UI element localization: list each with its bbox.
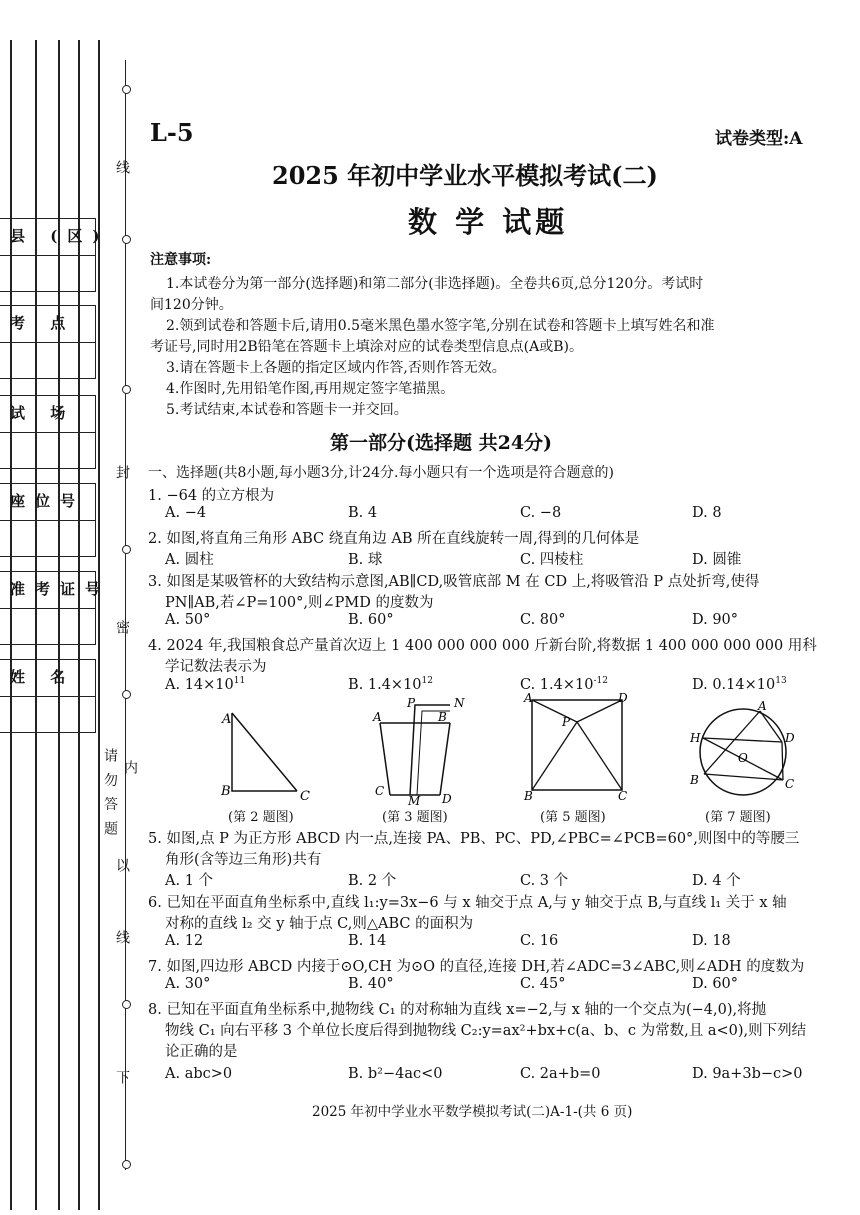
notice-item: 3.请在答题卡上各题的指定区域内作答,否则作答无效。: [166, 360, 506, 376]
q4-option: C. $1.4\times 10^{-12}$: [520, 676, 608, 693]
q5-stem: 角形(含等边三角形)共有: [165, 852, 322, 868]
field-exam-room: [0, 395, 96, 469]
q7-option: D. 60°: [692, 976, 739, 992]
fig-label: A: [758, 700, 767, 713]
fig-label: D: [442, 792, 452, 805]
q8-option: B. b²−4ac<0: [348, 1066, 443, 1082]
fig-label: P: [407, 696, 416, 710]
q4-stem: 4. 2024 年,我国粮食总产量首次迈上 1 400 000 000 000 斤新台阶,将数据 1 400 000 000 000 用科: [148, 638, 817, 654]
figure-q7: [688, 700, 798, 800]
q3-option: C. 80°: [520, 612, 566, 628]
seal-circle: [122, 235, 131, 244]
figure-q5: [520, 690, 632, 802]
q6-option: A. 12: [165, 933, 204, 949]
fig-label: N: [454, 696, 465, 710]
q8-option: C. 2a+b=0: [520, 1066, 601, 1082]
fig-label: B: [221, 784, 231, 799]
notice-item: 5.考试结束,本试卷和答题卡一并交回。: [166, 402, 408, 418]
q5-option: D. 4 个: [692, 873, 741, 889]
field-label: 座位号: [10, 492, 86, 510]
fig-label: D: [785, 731, 795, 745]
seal-char: 下: [114, 1070, 130, 1087]
fig-label: C: [785, 777, 795, 791]
q3-option: B. 60°: [348, 612, 394, 628]
figure-q2: [215, 705, 310, 800]
figure-q3: [370, 695, 470, 805]
seal-char: 线: [114, 930, 130, 947]
binding-line: [98, 40, 100, 1210]
q3-stem: 3. 如图是某吸管杯的大致结构示意图,AB∥CD,吸管底部 M 在 CD 上,将吸管沿 P 点处折弯,使得: [148, 574, 760, 590]
q2-option: D. 圆锥: [692, 552, 742, 568]
q8-stem: 8. 已知在平面直角坐标系中,抛物线 C₁ 的对称轴为直线 x=−2,与 x 轴的一个交点为(−4,0),将抛: [148, 1002, 767, 1018]
fig-label: B: [438, 710, 447, 724]
field-admission-number: [0, 571, 111, 645]
field-label: 准考证号: [10, 580, 111, 598]
seal-char: 请 勿 答 题: [102, 748, 118, 839]
seal-circle: [122, 690, 131, 699]
fig-label: D: [618, 691, 628, 705]
q5-option: B. 2 个: [348, 873, 397, 889]
page-footer: 2025 年初中学业水平数学模拟考试(二)A-1-(共 6 页): [312, 1104, 633, 1120]
q2-option: A. 圆柱: [165, 552, 214, 568]
notice-item: 2.领到试卷和答题卡后,请用0.5毫米黑色墨水签字笔,分别在试卷和答题卡上填写姓名和准: [166, 318, 715, 334]
fig-label: M: [408, 794, 421, 805]
fig-label: A: [222, 712, 232, 727]
q1-option: B. 4: [348, 505, 378, 521]
q7-option: B. 40°: [348, 976, 394, 992]
seal-circle: [122, 1160, 131, 1169]
q2-option: C. 四棱柱: [520, 552, 584, 568]
section-title: 第一部分(选择题 共24分): [330, 432, 553, 454]
fig-label: A: [373, 710, 382, 724]
q8-option: A. abc>0: [165, 1066, 233, 1082]
q8-option: D. 9a+3b−c>0: [692, 1066, 803, 1082]
seal-circle: [122, 1000, 131, 1009]
q1-option: D. 8: [692, 505, 722, 521]
field-name: [0, 659, 96, 733]
fig-label: H: [690, 731, 701, 745]
q7-option: C. 45°: [520, 976, 566, 992]
figure-caption: (第 7 题图): [705, 810, 771, 825]
subject-title: 数 学 试题: [408, 205, 569, 239]
q8-stem: 论正确的是: [165, 1044, 238, 1060]
seal-circle: [122, 545, 131, 554]
figure-caption: (第 5 题图): [540, 810, 606, 825]
notice-item: 4.作图时,先用铅笔作图,再用规定签字笔描黑。: [166, 381, 455, 397]
field-label: 县 (区): [10, 227, 110, 245]
q6-option: C. 16: [520, 933, 559, 949]
q3-stem: PN∥AB,若∠P=100°,则∠PMD 的度数为: [165, 595, 434, 611]
seal-char: 线: [114, 160, 130, 177]
q3-option: D. 90°: [692, 612, 739, 628]
q1-stem: 1. −64 的立方根为: [148, 488, 275, 504]
field-label: 试 场: [10, 404, 76, 422]
seal-char: 密: [114, 620, 130, 637]
q1-option: A. −4: [165, 505, 207, 521]
fig-label: C: [300, 789, 310, 800]
notice-item: 考证号,同时用2B铅笔在答题卡上填涂对应的试卷类型信息点(A或B)。: [150, 339, 583, 355]
fig-label: B: [690, 773, 699, 787]
paper-code: L-5: [150, 118, 194, 147]
fig-label: C: [375, 784, 385, 798]
seal-char: 内: [122, 760, 138, 777]
q5-option: C. 3 个: [520, 873, 569, 889]
seal-circle: [122, 85, 131, 94]
q4-option: A. $14\times 10^{11}$: [165, 676, 246, 693]
fig-label: P: [562, 715, 571, 729]
field-exam-site: [0, 305, 96, 379]
exam-title: 2025 年初中学业水平模拟考试(二): [272, 161, 658, 190]
q7-option: A. 30°: [165, 976, 211, 992]
q4-option: D. $0.14\times 10^{13}$: [692, 676, 787, 693]
field-county: [0, 218, 110, 292]
q1-option: C. −8: [520, 505, 562, 521]
field-label: 姓 名: [10, 668, 76, 686]
q2-option: B. 球: [348, 552, 383, 568]
q5-option: A. 1 个: [165, 873, 214, 889]
fig-label: A: [524, 691, 533, 705]
q3-option: A. 50°: [165, 612, 211, 628]
q4-option: B. $1.4\times 10^{12}$: [348, 676, 433, 693]
notice-item: 1.本试卷分为第一部分(选择题)和第二部分(非选择题)。全卷共6页,总分120分。考试时: [166, 276, 704, 292]
q5-stem: 5. 如图,点 P 为正方形 ABCD 内一点,连接 PA、PB、PC、PD,∠PBC=∠PCB=60°,则图中的等腰三: [148, 831, 800, 847]
paper-type: 试卷类型:A: [715, 129, 803, 149]
fig-label: O: [738, 751, 748, 765]
seal-circle: [122, 385, 131, 394]
section-instruction: 一、选择题(共8小题,每小题3分,计24分.每小题只有一个选项是符合题意的): [148, 465, 614, 481]
q6-stem: 6. 已知在平面直角坐标系中,直线 l₁:y=3x−6 与 x 轴交于点 A,与 y 轴交于点 B,与直线 l₁ 关于 x 轴: [148, 895, 787, 911]
q7-stem: 7. 如图,四边形 ABCD 内接于⊙O,CH 为⊙O 的直径,连接 DH,若∠ADC=3∠ABC,则∠ADH 的度数为: [148, 959, 805, 975]
notice-heading: 注意事项:: [150, 252, 212, 268]
figure-caption: (第 2 题图): [228, 810, 294, 825]
notice-item: 间120分钟。: [150, 297, 233, 313]
figure-caption: (第 3 题图): [382, 810, 448, 825]
fig-label: B: [524, 789, 533, 802]
seal-char: 以: [114, 858, 130, 875]
q4-stem: 学记数法表示为: [165, 659, 267, 675]
fig-label: C: [618, 789, 628, 802]
q6-option: B. 14: [348, 933, 387, 949]
q8-stem: 物线 C₁ 向右平移 3 个单位长度后得到抛物线 C₂:y=ax²+bx+c(a、b、c 为常数,且 a<0),则下列结: [165, 1023, 807, 1039]
field-label: 考 点: [10, 314, 76, 332]
q6-option: D. 18: [692, 933, 731, 949]
field-seat: [0, 483, 96, 557]
q6-stem: 对称的直线 l₂ 交 y 轴于点 C,则△ABC 的面积为: [165, 916, 474, 932]
seal-char: 封: [114, 465, 130, 482]
q2-stem: 2. 如图,将直角三角形 ABC 绕直角边 AB 所在直线旋转一周,得到的几何体是: [148, 531, 640, 547]
